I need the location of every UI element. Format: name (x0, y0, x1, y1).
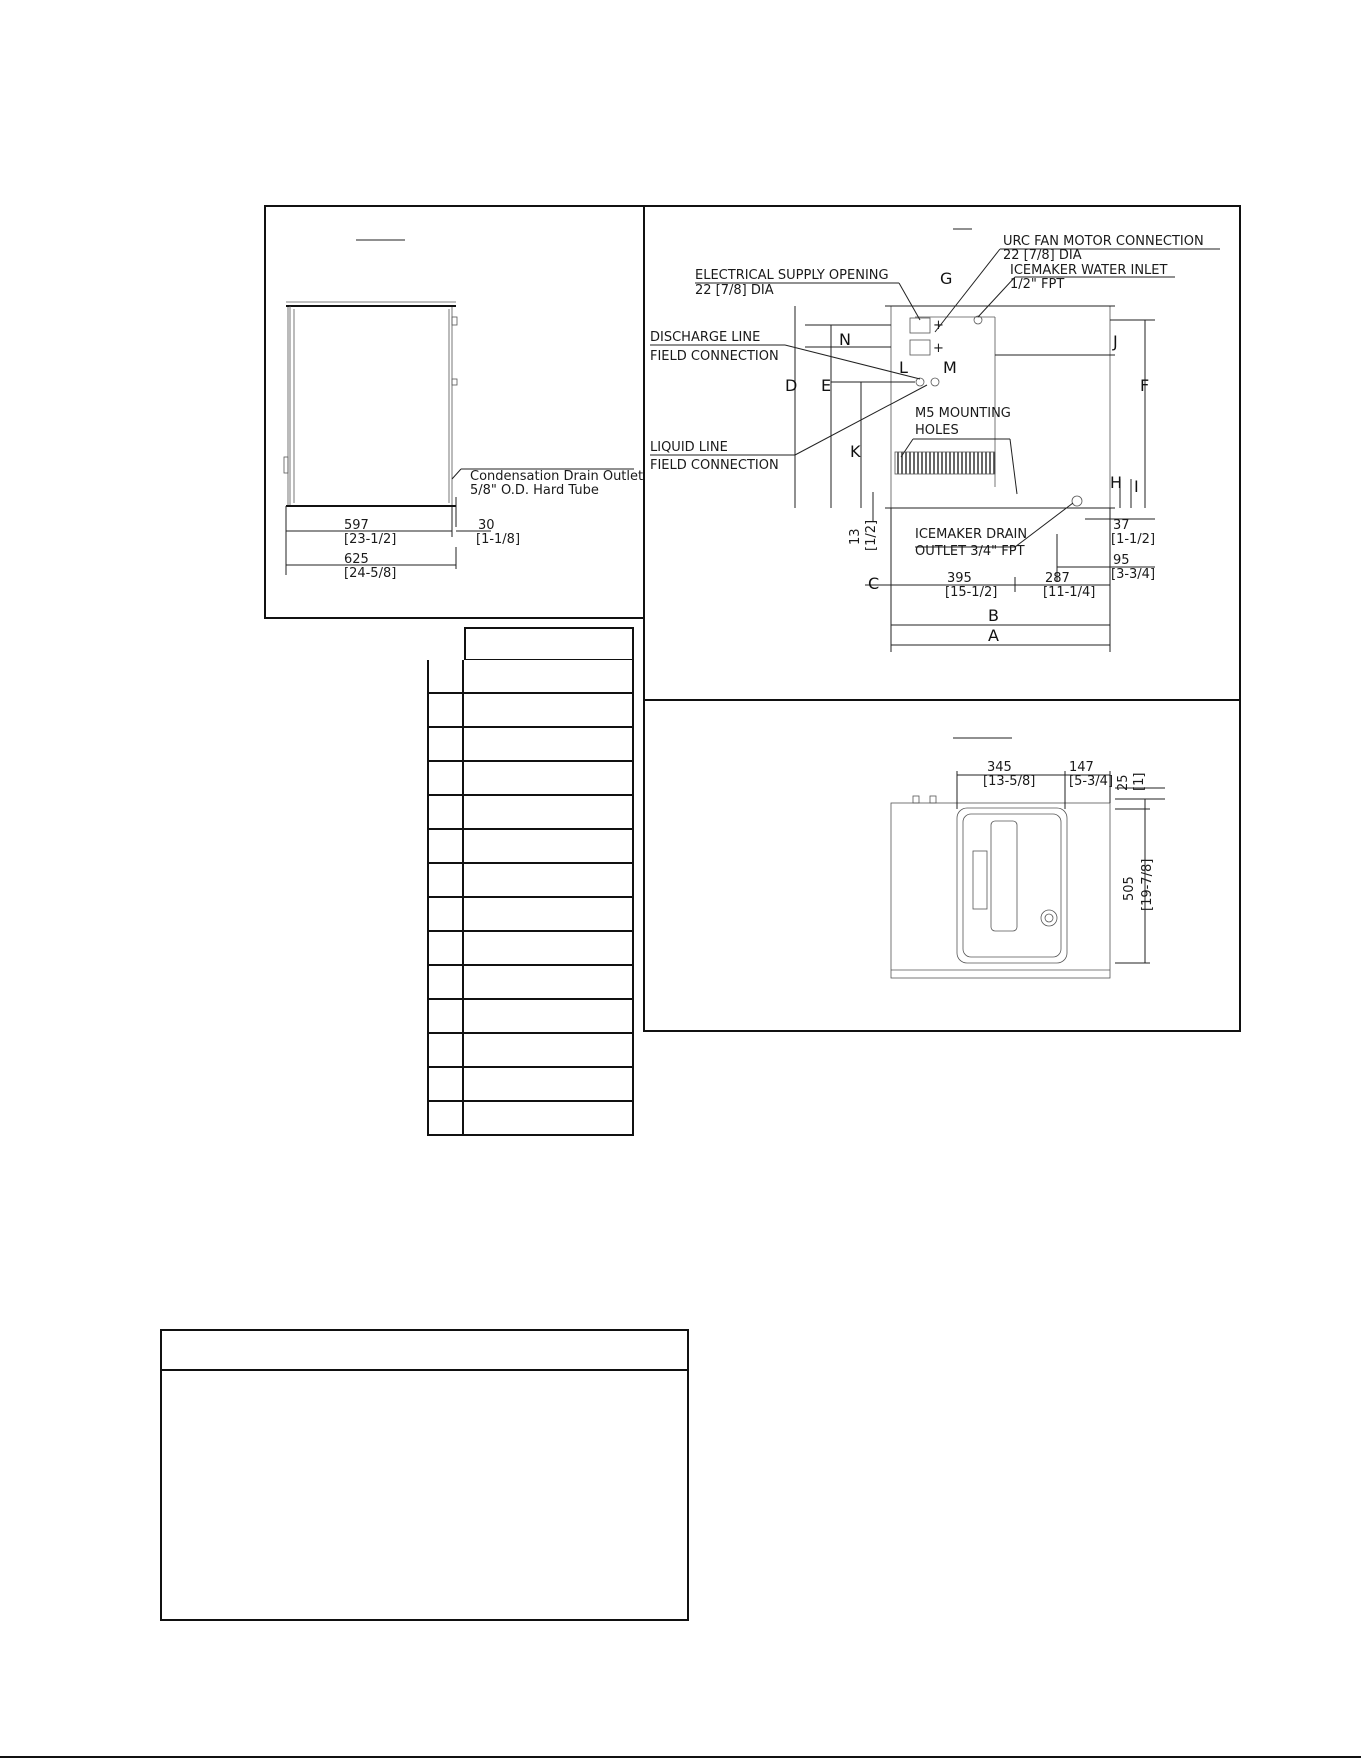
table-cell-letter (427, 694, 464, 728)
page-footer-rule (0, 1756, 1361, 1758)
table-row (427, 762, 634, 796)
table-cell-value (464, 694, 634, 728)
water-inlet-size: 1/2" FPT (1010, 277, 1065, 292)
dim-345: 345 (987, 760, 1012, 775)
table-cell-value (464, 830, 634, 864)
table-cell-letter (427, 1102, 464, 1136)
table-cell-value (464, 932, 634, 966)
dim-30-inches: [1-1/8] (476, 532, 521, 547)
table-row (427, 1068, 634, 1102)
dim-597: 597 (344, 518, 369, 533)
letter-b: B (988, 606, 999, 625)
table-cell-letter (427, 898, 464, 932)
dim-287: 287 (1045, 571, 1070, 586)
letter-l: L (899, 358, 908, 377)
table-cell-value (464, 1034, 634, 1068)
dim-395-inches: [15-1/2] (945, 585, 998, 600)
table-cell-value (464, 864, 634, 898)
table-cell-letter (427, 830, 464, 864)
dim-30: 30 (478, 518, 495, 533)
urc-fan-label: URC FAN MOTOR CONNECTION (1003, 234, 1204, 249)
dim-287-inches: [11-1/4] (1043, 585, 1096, 600)
table-row (427, 1000, 634, 1034)
dimension-table-header (464, 627, 634, 660)
table-row (427, 1102, 634, 1136)
letter-k: K (850, 442, 861, 461)
table-row (427, 966, 634, 1000)
table-cell-letter (427, 728, 464, 762)
dim-147: 147 (1069, 760, 1094, 775)
letter-j: J (1113, 332, 1118, 351)
table-cell-letter (427, 1000, 464, 1034)
table-row (427, 898, 634, 932)
table-cell-value (464, 796, 634, 830)
table-cell-letter (427, 796, 464, 830)
letter-f: F (1140, 376, 1150, 395)
table-cell-value (464, 762, 634, 796)
table-cell-value (464, 1102, 634, 1136)
discharge-line-label: DISCHARGE LINE (650, 330, 761, 345)
notes-box (160, 1329, 689, 1621)
table-cell-letter (427, 762, 464, 796)
letter-n: N (839, 330, 851, 349)
liquid-line-label: LIQUID LINE (650, 440, 728, 455)
dim-13: 13 (848, 528, 863, 545)
dim-13-inches: [1/2] (864, 519, 879, 551)
table-cell-value (464, 898, 634, 932)
dimension-table-rows (427, 660, 634, 1136)
table-row (427, 660, 634, 694)
table-row (427, 796, 634, 830)
letter-m: M (943, 358, 957, 377)
dim-505: 505 (1122, 876, 1137, 901)
table-row (427, 830, 634, 864)
table-row (427, 864, 634, 898)
table-cell-letter (427, 932, 464, 966)
urc-fan-dia: 22 [7/8] DIA (1003, 248, 1082, 263)
table-cell-value (464, 1068, 634, 1102)
dimension-table (427, 627, 634, 1136)
table-cell-letter (427, 660, 464, 694)
table-row (427, 932, 634, 966)
table-cell-letter (427, 1068, 464, 1102)
table-cell-letter (427, 966, 464, 1000)
table-row (427, 1034, 634, 1068)
svg-text:+: + (933, 341, 944, 356)
m5-mounting-label: M5 MOUNTING (915, 406, 1011, 421)
letter-e: E (821, 376, 832, 395)
dim-597-inches: [23-1/2] (344, 532, 397, 547)
dim-25-inches: [1] (1132, 772, 1147, 791)
top-view-drawing (645, 701, 1239, 1030)
water-inlet-label: ICEMAKER WATER INLET (1010, 263, 1168, 278)
svg-text:+: + (933, 318, 944, 333)
table-cell-value (464, 660, 634, 694)
letter-g: G (940, 269, 953, 288)
notes-box-header (162, 1331, 687, 1371)
discharge-line-field: FIELD CONNECTION (650, 349, 779, 364)
table-cell-value (464, 1000, 634, 1034)
dim-95-inches: [3-3/4] (1111, 567, 1156, 582)
icemaker-drain-size: OUTLET 3/4" FPT (915, 544, 1025, 559)
dim-37-inches: [1-1/2] (1111, 532, 1156, 547)
dim-25: 25 (1116, 774, 1131, 791)
dim-505-inches: [19-7/8] (1140, 858, 1155, 911)
top-view-panel (643, 699, 1241, 1032)
electrical-supply-label: ELECTRICAL SUPPLY OPENING (695, 268, 889, 283)
table-cell-letter (427, 1034, 464, 1068)
dim-147-inches: [5-3/4] (1069, 774, 1114, 789)
dim-625: 625 (344, 552, 369, 567)
drain-outlet-label: Condensation Drain Outlet (470, 469, 643, 484)
dim-95: 95 (1113, 553, 1130, 568)
table-cell-value (464, 966, 634, 1000)
letter-c: C (868, 574, 880, 593)
front-view-panel (643, 205, 1241, 701)
letter-d: D (785, 376, 798, 395)
dim-625-inches: [24-5/8] (344, 566, 397, 581)
dim-345-inches: [13-5/8] (983, 774, 1036, 789)
letter-a: A (988, 626, 999, 645)
drain-outlet-tube: 5/8" O.D. Hard Tube (470, 483, 599, 498)
letter-h: H (1110, 473, 1123, 492)
side-view-drawing (266, 207, 643, 617)
electrical-supply-dia: 22 [7/8] DIA (695, 283, 774, 298)
table-row (427, 728, 634, 762)
m5-mounting-holes: HOLES (915, 423, 959, 438)
table-cell-value (464, 728, 634, 762)
front-view-drawing (645, 207, 1239, 699)
dim-37: 37 (1113, 518, 1130, 533)
table-cell-letter (427, 864, 464, 898)
side-view-panel (264, 205, 645, 619)
table-row (427, 694, 634, 728)
icemaker-drain-label: ICEMAKER DRAIN (915, 527, 1028, 542)
letter-i: I (1134, 477, 1139, 496)
liquid-line-field: FIELD CONNECTION (650, 458, 779, 473)
dim-395: 395 (947, 571, 972, 586)
